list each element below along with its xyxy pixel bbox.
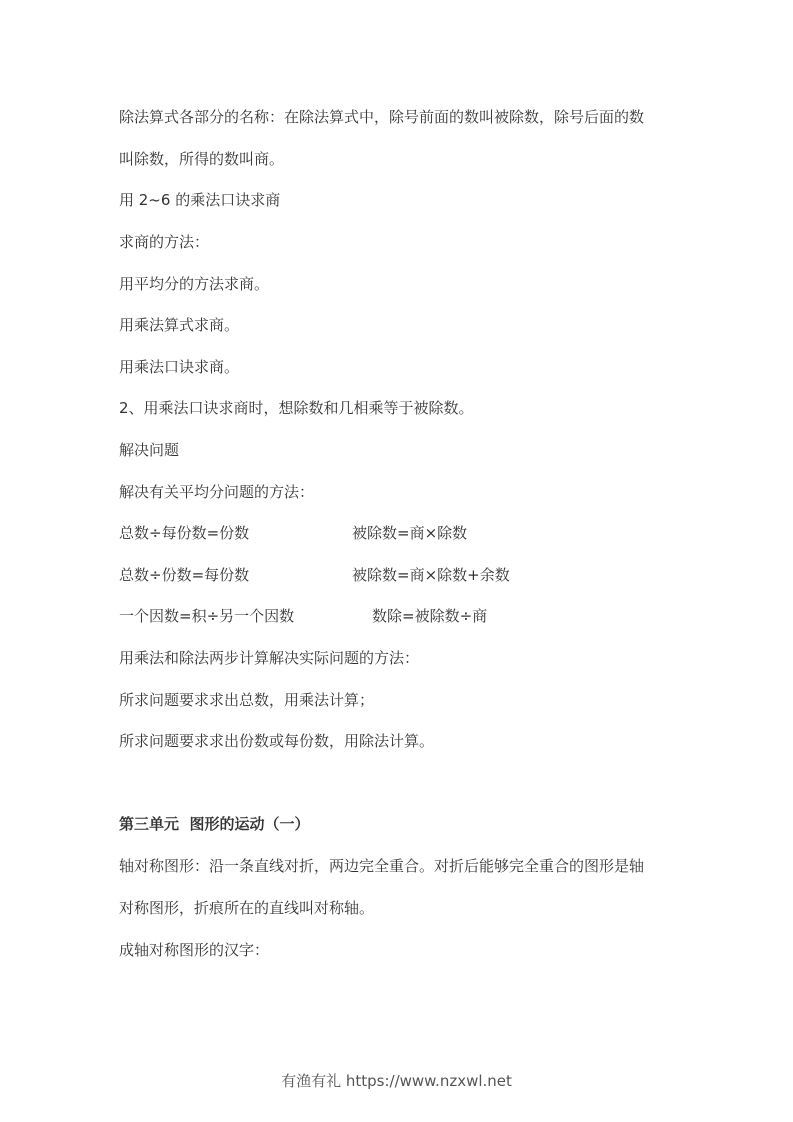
paragraph: 2、用乘法口诀求商时，想除数和几相乘等于被除数。	[119, 399, 474, 417]
formula-right: 数除=被除数÷商	[372, 607, 488, 625]
paragraph: 成轴对称图形的汉字：	[119, 941, 270, 959]
paragraph: 用平均分的方法求商。	[119, 275, 270, 293]
paragraph: 叫除数，所得的数叫商。	[119, 150, 285, 168]
footer-watermark: 有渔有礼 https://www.nzxwl.net	[281, 1072, 512, 1090]
formula-left: 总数÷份数=每份数	[119, 566, 250, 584]
paragraph: 对称图形，折痕所在的直线叫对称轴。	[119, 899, 375, 917]
paragraph: 所求问题要求求出份数或每份数，用除法计算。	[119, 732, 435, 750]
formula-left: 总数÷每份数=份数	[119, 524, 250, 542]
paragraph: 除法算式各部分的名称：在除法算式中，除号前面的数叫被除数，除号后面的数	[119, 108, 645, 126]
paragraph: 用乘法算式求商。	[119, 316, 240, 334]
section-heading: 第三单元 图形的运动（一）	[119, 815, 310, 833]
paragraph: 求商的方法：	[119, 233, 210, 251]
formula-right: 被除数=商×除数	[352, 524, 468, 542]
paragraph: 轴对称图形：沿一条直线对折，两边完全重合。对折后能够完全重合的图形是轴	[119, 857, 645, 875]
paragraph: 用 2~6 的乘法口诀求商	[119, 191, 281, 209]
paragraph: 所求问题要求求出总数，用乘法计算；	[119, 691, 375, 709]
formula-left: 一个因数=积÷另一个因数	[119, 607, 295, 625]
paragraph: 解决问题	[119, 441, 180, 459]
paragraph: 用乘法和除法两步计算解决实际问题的方法：	[119, 649, 420, 667]
paragraph: 解决有关平均分问题的方法：	[119, 483, 315, 501]
paragraph: 用乘法口诀求商。	[119, 358, 240, 376]
formula-right: 被除数=商×除数+余数	[352, 566, 510, 584]
